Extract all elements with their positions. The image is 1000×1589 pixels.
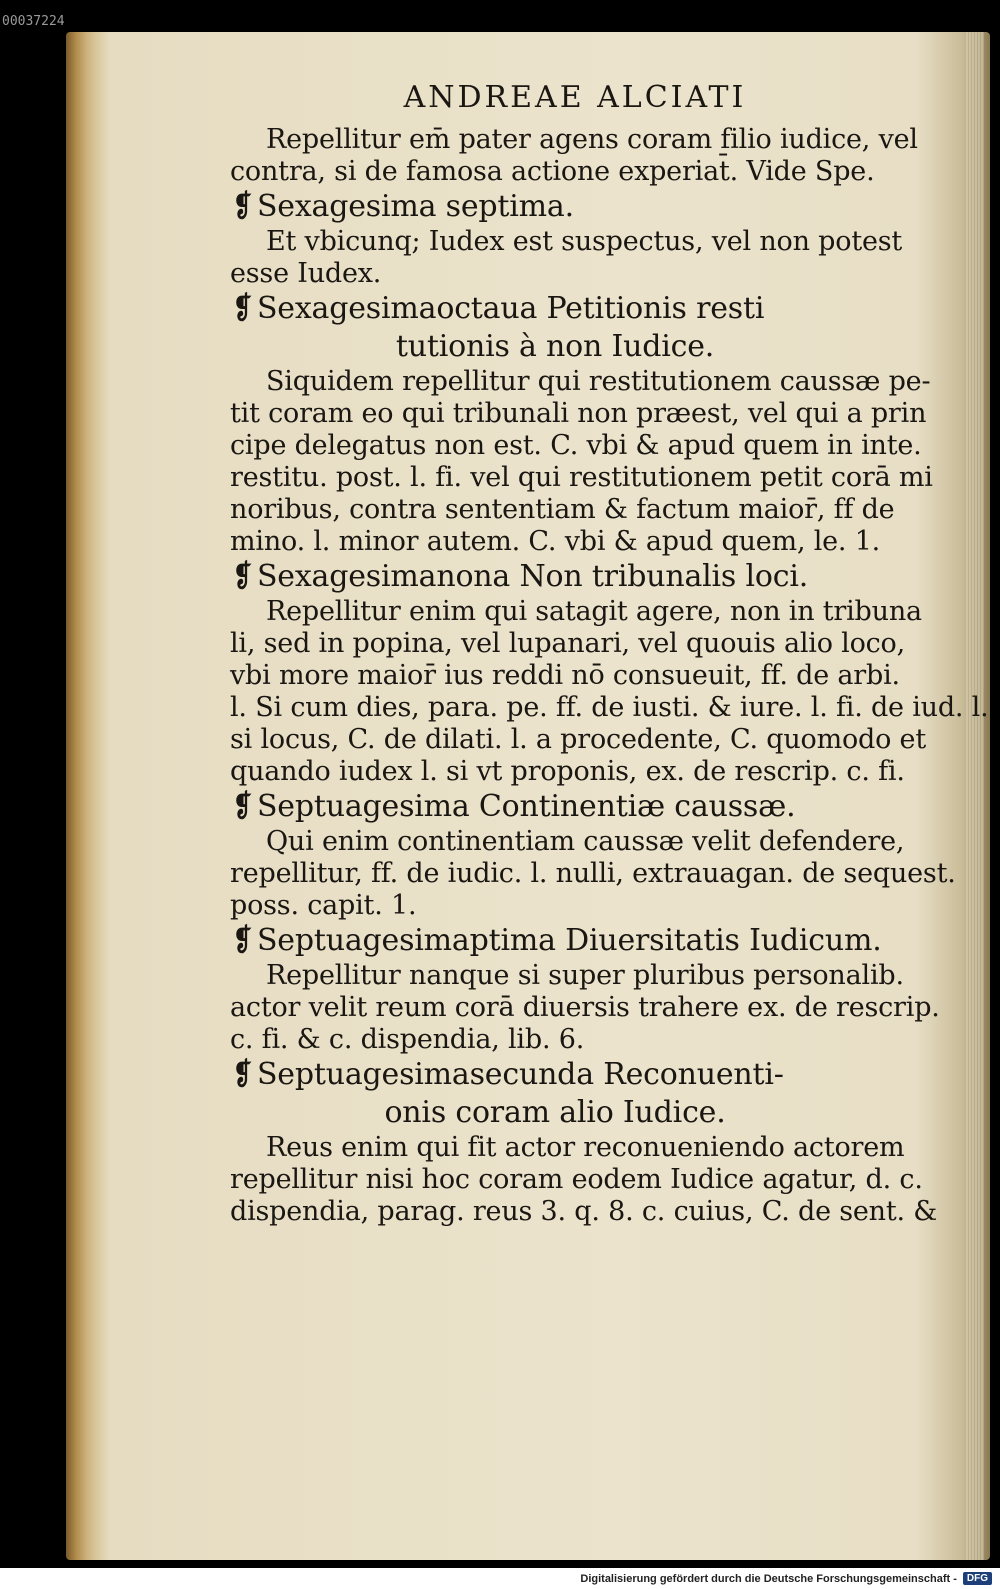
line-text: actor velit reum corā diuersis trahere ex. de rescrip. (230, 992, 940, 1023)
line-text: poss. capit. 1. (230, 890, 417, 921)
line-text: tutionis à non Iudice. (395, 329, 715, 364)
line-text: quando iudex l. si vt proponis, ex. de rescrip. c. fi. (230, 756, 905, 787)
text-line (230, 756, 905, 788)
text-line (230, 858, 956, 890)
line-text: Reus enim qui fit actor reconueniendo actorem (266, 1132, 905, 1163)
line-text: Repellitur em̄ pater agens coram filio iudice, vel (266, 124, 918, 155)
line-text: Sexagesimanona Non tribunalis loci. (256, 559, 809, 594)
line-text: repellitur nisi hoc coram eodem Iudice agatur, d. c. (230, 1164, 923, 1195)
line-text: Sexagesimaoctaua Petitionis resti (256, 291, 765, 326)
line-text: Repellitur enim qui satagit agere, non in tribuna (266, 596, 922, 627)
line-text: vbi more maior̄ ius reddi nō consueuit, ff. de arbi. (230, 660, 900, 691)
line-text: Qui enim continentiam caussæ velit defendere, (266, 826, 905, 857)
line-text: Septuagesima Continentiæ caussæ. (256, 789, 796, 824)
text-line (230, 1132, 905, 1164)
text-line (230, 156, 880, 188)
section-heading (230, 922, 880, 960)
line-text: Siquidem repellitur qui restitutionem caussæ pe- (266, 366, 931, 397)
text-lines (230, 124, 989, 1228)
text-line (230, 1196, 938, 1228)
page-text (230, 80, 989, 1228)
section-heading (230, 290, 880, 328)
text-line (230, 430, 922, 462)
line-text: Sexagesima septima. (256, 189, 574, 224)
line-text: noribus, contra sententiam & factum maior̄, ff de (230, 494, 895, 525)
line-text: tit coram eo qui tribunali non præest, vel qui a prin (230, 398, 927, 429)
text-line (230, 890, 880, 922)
line-text: si locus, C. de dilati. l. a procedente, C. quomodo et (230, 724, 926, 755)
paragraph-mark-icon: ❡ (233, 1057, 252, 1092)
footer-credit: Digitalisierung gefördert durch die Deutsche Forschungsgemeinschaft - (580, 1572, 957, 1585)
text-line (230, 960, 904, 992)
paragraph-mark-icon: ❡ (233, 189, 252, 224)
line-text: Septuagesimasecunda Reconuenti- (256, 1057, 784, 1092)
page-edge (966, 32, 984, 1560)
line-text: contra, si de famosa actione experiat̄. Vide Spe. (230, 156, 875, 187)
text-line (230, 992, 940, 1024)
section-heading (230, 328, 880, 366)
paragraph-mark-icon: ❡ (233, 789, 252, 824)
line-text: Repellitur nanque si super pluribus personalib. (266, 960, 904, 991)
section-heading (230, 1094, 880, 1132)
text-line (230, 724, 926, 756)
section-heading (230, 788, 880, 826)
line-text: repellitur, ff. de iudic. l. nulli, extrauagan. de sequest. (230, 858, 956, 889)
text-line (230, 124, 918, 156)
text-line (230, 692, 989, 724)
dfg-logo: DFG (963, 1572, 992, 1585)
text-line (230, 526, 880, 558)
paragraph-mark-icon: ❡ (233, 923, 252, 958)
section-heading (230, 1056, 880, 1094)
text-line (230, 462, 933, 494)
footer-bar (0, 1568, 1000, 1589)
text-line (230, 628, 905, 660)
text-line (230, 826, 905, 858)
line-text: Et vbicunq; Iudex est suspectus, vel non potest (266, 226, 903, 257)
text-line (230, 1024, 880, 1056)
text-line (230, 258, 880, 290)
line-text: esse Iudex. (230, 258, 382, 289)
line-text: mino. l. minor autem. C. vbi & apud quem, le. 1. (230, 526, 881, 557)
line-text: Septuagesimaptima Diuersitatis Iudicum. (256, 923, 882, 958)
line-text: li, sed in popina, vel lupanari, vel quouis alio loco, (230, 628, 905, 659)
line-text: c. fi. & c. dispendia, lib. 6. (230, 1024, 585, 1055)
text-line (230, 366, 931, 398)
section-heading (230, 558, 880, 596)
text-line (230, 398, 927, 430)
text-line (230, 1164, 923, 1196)
section-heading (230, 188, 880, 226)
text-line (230, 226, 903, 258)
text-line (230, 660, 900, 692)
line-text: l. Si cum dies, para. pe. ff. de iusti. & iure. l. fi. de iud. l. (230, 692, 989, 723)
text-line (230, 596, 922, 628)
paragraph-mark-icon: ❡ (233, 559, 252, 594)
scan-id: 00037224 (2, 14, 65, 29)
line-text: restitu. post. l. fi. vel qui restitutionem petit corā mi (230, 462, 933, 493)
line-text: dispendia, parag. reus 3. q. 8. c. cuius, C. de sent. & (230, 1196, 938, 1227)
text-line (230, 494, 895, 526)
paragraph-mark-icon: ❡ (233, 291, 252, 326)
running-head: ANDREAE ALCIATI (403, 80, 747, 115)
line-text: cipe delegatus non est. C. vbi & apud quem in inte. (230, 430, 922, 461)
line-text: onis coram alio Iudice. (384, 1095, 726, 1130)
